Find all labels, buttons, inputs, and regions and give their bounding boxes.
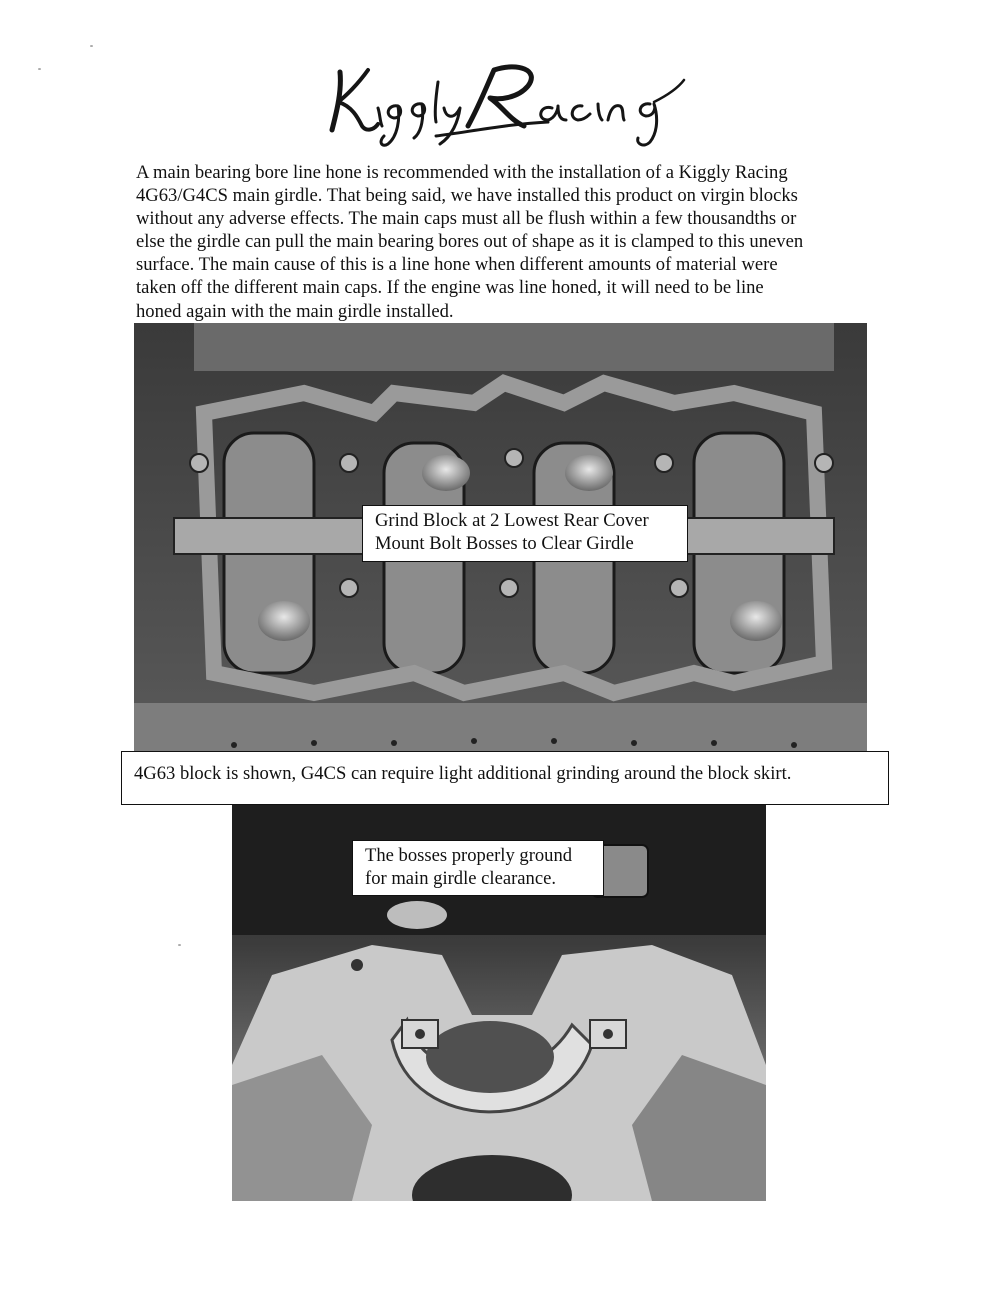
block-note-box xyxy=(121,751,889,805)
scan-speck xyxy=(178,944,181,946)
intro-line: honed again with the main girdle installed. xyxy=(136,300,454,322)
intro-line: 4G63/G4CS main girdle. That being said, we have installed this product on virgin blocks xyxy=(136,185,798,207)
callout-line: Mount Bolt Bosses to Clear Girdle xyxy=(375,533,634,554)
scan-speck xyxy=(90,45,93,47)
intro-line: surface. The main cause of this is a line hone when different amounts of material were xyxy=(136,254,778,276)
note-text: 4G63 block is shown, G4CS can require light additional grinding around the block skirt. xyxy=(134,763,792,784)
callout-line: for main girdle clearance. xyxy=(365,868,556,889)
intro-line: A main bearing bore line hone is recommended with the installation of a Kiggly Racing xyxy=(136,162,788,183)
scan-speck xyxy=(38,68,41,70)
bosses-ground-callout xyxy=(352,840,604,896)
kiggly-racing-logo xyxy=(318,52,698,152)
intro-line: else the girdle can pull the main bearing bores out of shape as it is clamped to this uneven xyxy=(136,231,804,253)
callout-line: The bosses properly ground xyxy=(365,845,573,866)
grind-block-callout xyxy=(362,505,688,562)
intro-line: without any adverse effects. The main caps must all be flush within a few thousandths or xyxy=(136,208,797,230)
intro-line: taken off the different main caps. If the engine was line honed, it will need to be line xyxy=(136,277,764,299)
callout-line: Grind Block at 2 Lowest Rear Cover xyxy=(375,510,649,531)
intro-paragraph xyxy=(136,161,876,323)
